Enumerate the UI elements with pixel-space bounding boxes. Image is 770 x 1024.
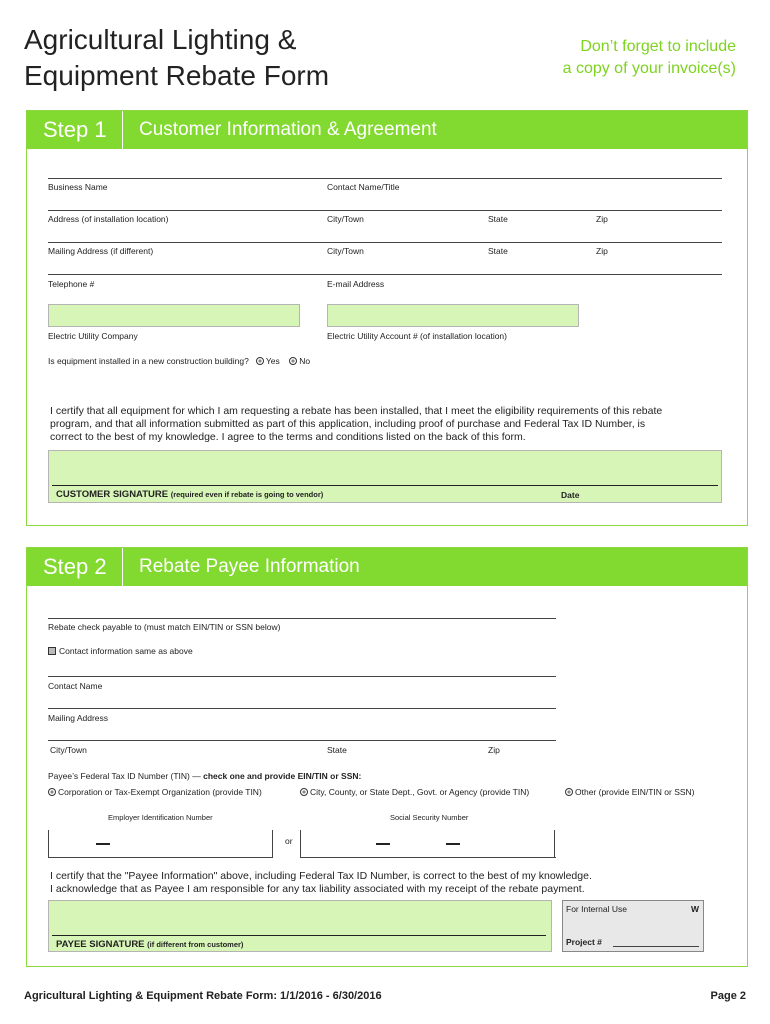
payee-signature-title: PAYEE SIGNATURE <box>56 939 145 950</box>
city2-label: City/Town <box>327 246 364 256</box>
payable-to-label: Rebate check payable to (must match EIN/TIN or SSN below) <box>48 622 281 632</box>
option-other-label: Other (provide EIN/TIN or SSN) <box>575 787 695 797</box>
reminder-line-2: a copy of your invoice(s) <box>562 60 736 77</box>
invoice-reminder <box>496 36 736 80</box>
zip2-label: Zip <box>596 246 608 256</box>
mailing-address-label: Mailing Address (if different) <box>48 246 154 256</box>
ssn-dash-1 <box>376 843 390 845</box>
step2-header <box>27 548 747 586</box>
new-construction-row <box>48 356 310 366</box>
step2-title: Rebate Payee Information <box>139 556 360 577</box>
step1-certify-line2: program, and that all information submitted as part of this application, including proof of purchase and Federal Tax ID Number, is <box>50 418 646 430</box>
yes-radio[interactable] <box>256 357 264 365</box>
mailing-address-line[interactable] <box>48 242 722 243</box>
telephone-line[interactable] <box>48 274 722 275</box>
city1-label: City/Town <box>327 214 364 224</box>
payee-contact-line[interactable] <box>48 676 556 677</box>
reminder-line-1: Don’t forget to include <box>580 38 736 55</box>
utility-account-label: Electric Utility Account # (of installation location) <box>327 331 507 341</box>
payee-zip-label: Zip <box>488 745 500 755</box>
project-line[interactable] <box>613 946 699 947</box>
option-other-row <box>565 787 695 797</box>
step1-certification <box>50 405 730 444</box>
date-label: Date <box>561 490 580 500</box>
other-radio[interactable] <box>565 788 573 796</box>
ssn-field[interactable] <box>300 830 556 858</box>
step2-certify-line1: I certify that the "Payee Information" above, including Federal Tax ID Number, is correct to the best of my knowledge. <box>50 870 592 882</box>
payable-to-line[interactable] <box>48 618 556 619</box>
utility-company-field[interactable] <box>48 304 300 327</box>
zip1-label: Zip <box>596 214 608 224</box>
or-label: or <box>285 836 293 846</box>
step2-certification <box>50 870 730 896</box>
ein-field[interactable] <box>48 830 273 858</box>
ein-label: Employer Identification Number <box>108 813 213 822</box>
tin-label-row <box>48 771 361 781</box>
payee-signature-label <box>56 939 243 950</box>
project-label: Project # <box>566 937 602 947</box>
ein-baseline <box>48 857 273 858</box>
title-line-2: Equipment Rebate Form <box>24 60 330 91</box>
telephone-label: Telephone # <box>48 279 95 289</box>
ssn-label: Social Security Number <box>390 813 469 822</box>
ssn-tick-left <box>300 830 301 858</box>
customer-signature-title: CUSTOMER SIGNATURE <box>56 489 169 500</box>
state1-label: State <box>488 214 508 224</box>
customer-signature-note: (required even if rebate is going to vendor) <box>170 490 324 499</box>
same-as-above-checkbox[interactable] <box>48 647 56 655</box>
internal-use-box <box>562 900 704 952</box>
footer-page-number: Page 2 <box>710 990 746 1002</box>
same-as-above-label: Contact information same as above <box>59 646 193 656</box>
payee-mailing-label: Mailing Address <box>48 713 109 723</box>
payee-signature-line <box>52 935 546 936</box>
state2-label: State <box>488 246 508 256</box>
step1-header <box>27 111 747 149</box>
payee-city-line[interactable] <box>48 740 556 741</box>
tin-instruction: check one and provide EIN/TIN or SSN: <box>203 771 362 781</box>
utility-account-field[interactable] <box>327 304 579 327</box>
new-construction-question: Is equipment installed in a new construction building? <box>48 356 249 366</box>
contact-name-label: Contact Name/Title <box>327 182 400 192</box>
payee-signature-note: (if different from customer) <box>147 940 244 949</box>
option-corp-label: Corporation or Tax-Exempt Organization (provide TIN) <box>58 787 262 797</box>
customer-signature-label <box>56 489 323 500</box>
tin-label: Payee’s Federal Tax ID Number (TIN) — <box>48 771 204 781</box>
no-label: No <box>299 356 311 366</box>
payee-state-label: State <box>327 745 347 755</box>
option-govt-label: City, County, or State Dept., Govt. or Agency (provide TIN) <box>310 787 530 797</box>
customer-signature-line <box>52 485 718 486</box>
ssn-dash-2 <box>446 843 460 845</box>
no-radio[interactable] <box>289 357 297 365</box>
internal-w-label: W <box>690 904 699 914</box>
footer-form-name: Agricultural Lighting & Equipment Rebate Form: 1/1/2016 - 6/30/2016 <box>24 990 382 1002</box>
ssn-baseline <box>300 857 556 858</box>
step1-certify-line3: correct to the best of my knowledge. I agree to the terms and conditions listed on the back of this form. <box>50 431 526 443</box>
address-line[interactable] <box>48 210 722 211</box>
option-govt-row <box>300 787 529 797</box>
ein-tick-right <box>272 830 273 858</box>
title-line-1: Agricultural Lighting & <box>24 24 297 55</box>
business-name-line[interactable] <box>48 178 722 179</box>
step1-title: Customer Information & Agreement <box>139 119 437 140</box>
payee-contact-label: Contact Name <box>48 681 103 691</box>
email-label: E-mail Address <box>327 279 385 289</box>
corp-radio[interactable] <box>48 788 56 796</box>
ssn-tick-right <box>554 830 555 858</box>
ein-dash <box>96 843 110 845</box>
ein-tick-left <box>48 830 49 858</box>
same-as-above-row <box>48 646 193 656</box>
step2-label: Step 2 <box>27 548 123 586</box>
step1-label: Step 1 <box>27 111 123 149</box>
step1-certify-line1: I certify that all equipment for which I am requesting a rebate has been installed, that I meet the eligibility requirements of this rebate <box>50 405 663 417</box>
form-title <box>24 22 404 94</box>
option-corp-row <box>48 787 262 797</box>
address-label: Address (of installation location) <box>48 214 169 224</box>
govt-radio[interactable] <box>300 788 308 796</box>
payee-city-label: City/Town <box>50 745 87 755</box>
internal-use-label: For Internal Use <box>566 904 627 914</box>
payee-mailing-line[interactable] <box>48 708 556 709</box>
utility-company-label: Electric Utility Company <box>48 331 138 341</box>
yes-label: Yes <box>265 356 280 366</box>
business-name-label: Business Name <box>48 182 108 192</box>
step2-certify-line2: I acknowledge that as Payee I am responsible for any tax liability associated with my receipt of the rebate payment. <box>50 883 585 895</box>
